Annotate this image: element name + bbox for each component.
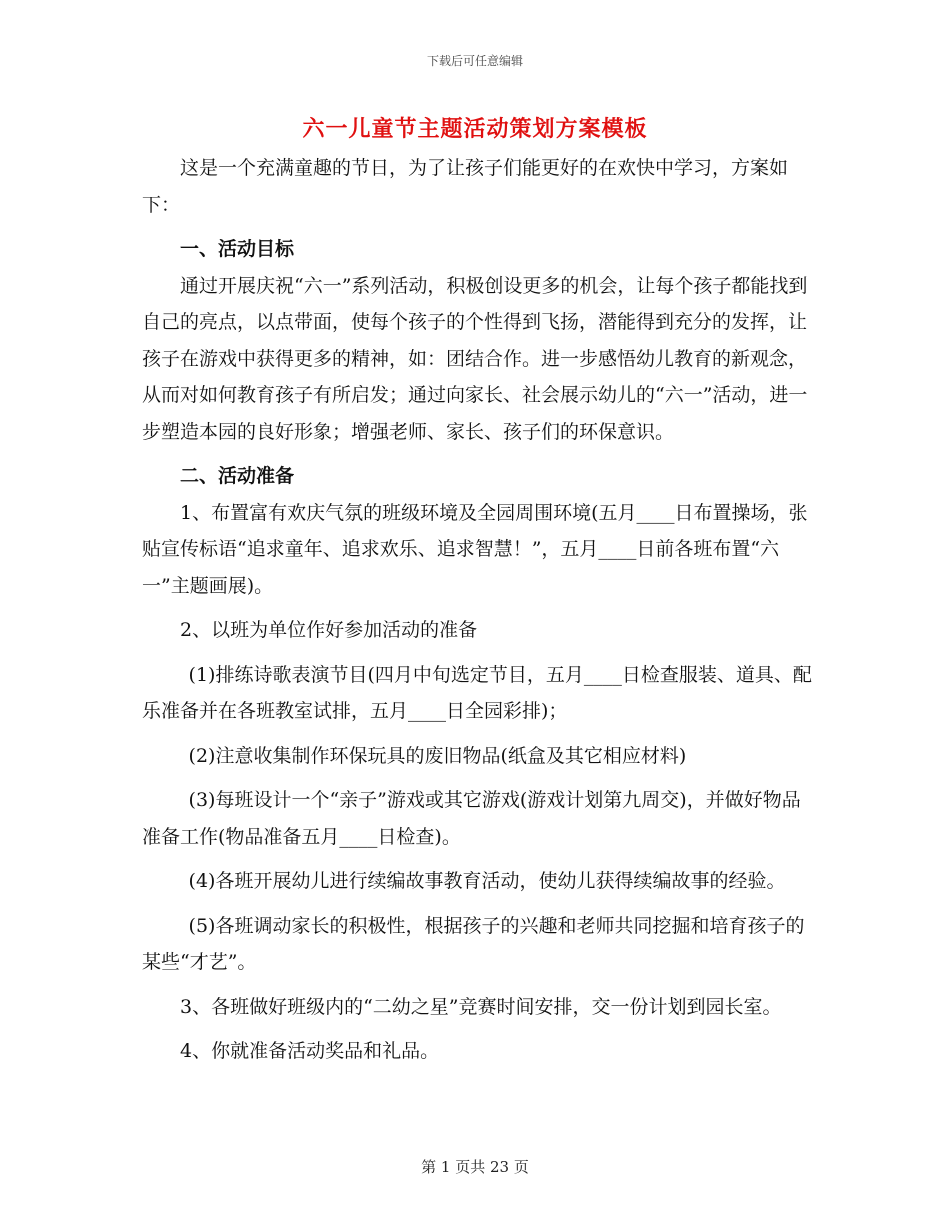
prep-subitem-1: (1)排练诗歌表演节目(四月中旬选定节目，五月____日检查服装、道具、配乐准备并在各班教室试排，五月____日全园彩排)； (142, 663, 812, 722)
prep-subitem-5: (5)各班调动家长的积极性，根据孩子的兴趣和老师共同挖掘和培育孩子的某些“才艺”。 (142, 914, 805, 973)
prep-item-2: 2、以班为单位作好参加活动的准备 (180, 619, 478, 641)
document-body (142, 150, 812, 1070)
document-title: 六一儿童节主题活动策划方案模板 (302, 116, 648, 142)
page-number: 第 1 页共 23 页 (421, 1158, 529, 1176)
prep-item-3: 3、各班做好班级内的“二幼之星”竞赛时间安排，交一份计划到园长室。 (180, 995, 782, 1018)
prep-item-1: 1、布置富有欢庆气氛的班级环境及全园周围环境(五月____日布置操场，张贴宣传标语“追求童年、追求欢乐、追求智慧！”，五月____日前各班布置“六一”主题画展)。 (142, 501, 808, 597)
section-heading-preparation: 二、活动准备 (180, 465, 295, 487)
prep-subitem-3: (3)每班设计一个“亲子”游戏或其它游戏(游戏计划第九周交)，并做好物品准备工作(物品准备五月____日检查)。 (142, 789, 801, 848)
prep-subitem-4: (4)各班开展幼儿进行续编故事教育活动，使幼儿获得续编故事的经验。 (188, 870, 786, 892)
goals-paragraph: 通过开展庆祝“六一”系列活动，积极创设更多的机会，让每个孩子都能找到自己的亮点，以点带面，使每个孩子的个性得到飞扬，潜能得到充分的发挥，让孩子在游戏中获得更多的精神，如：团结合作。进一步感悟幼儿教育的新观念，从而对如何教育孩子有所启发；通过向家长、社会展示幼儿的“六一”活动，进一步塑造本园的良好形象；增强老师、家长、孩子们的环保意识。 (142, 274, 808, 443)
page-header-note: 下载后可任意编辑 (426, 54, 523, 68)
intro-paragraph: 这是一个充满童趣的节日，为了让孩子们能更好的在欢快中学习，方案如下： (142, 157, 789, 216)
section-heading-goals: 一、活动目标 (180, 238, 295, 260)
prep-subitem-2: (2)注意收集制作环保玩具的废旧物品(纸盒及其它相应材料) (188, 744, 687, 767)
prep-item-4: 4、你就准备活动奖品和礼品。 (180, 1040, 440, 1062)
